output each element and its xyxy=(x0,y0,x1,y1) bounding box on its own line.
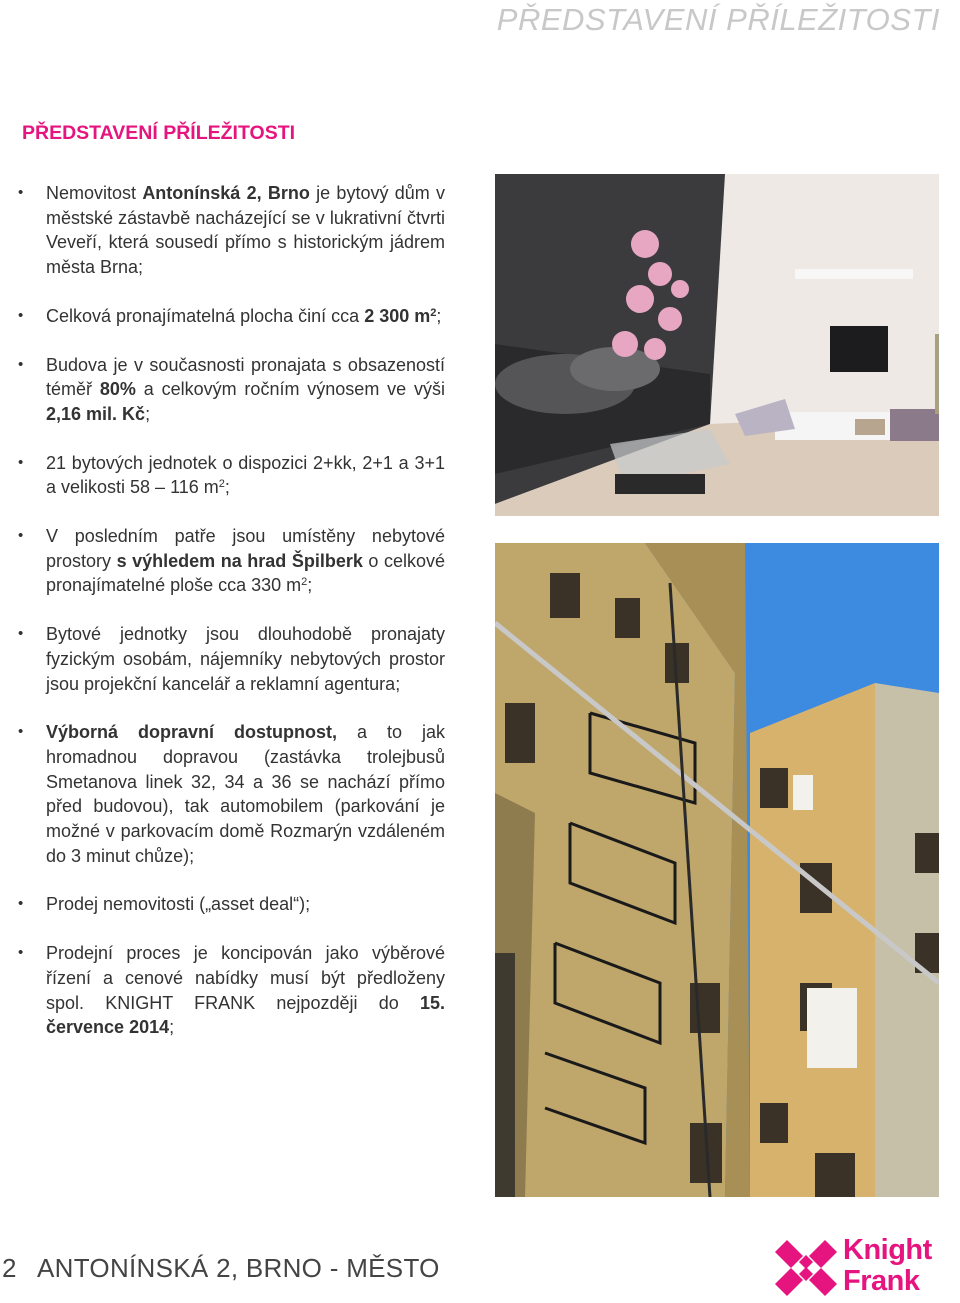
bullet-item xyxy=(18,524,445,598)
bullet-text: Budova je v současnosti pronajata s obsazeností téměř xyxy=(46,354,445,400)
bullet-item xyxy=(18,353,445,427)
logo-line-knight: Knight xyxy=(843,1234,932,1266)
bullet-text: ; xyxy=(169,1017,175,1038)
bullet-text: 21 bytových jednotek o dispozici 2+kk, 2+1 a 3+1 a velikosti 58 – 116 m xyxy=(46,452,445,498)
page-number: 2 xyxy=(2,1253,17,1283)
bullet-text-bold: Antonínská 2, Brno xyxy=(142,183,310,203)
bullet-text-bold: 2,16 mil. Kč xyxy=(46,403,146,424)
bullet-text: Nemovitost xyxy=(46,183,143,203)
bullet-text: a to jak hromadnou dopravou (zastávka trolejbusů Smetanova linek 32, 34 a 36 se nachází přímo před budovou), tak automobilem (parkování je možné v parkovacím domě Rozmarýn vzdáleném do 3 minut chůze); xyxy=(46,722,445,866)
bullet-text: Prodejní proces je koncipován jako výběrové řízení a cenové nabídky musí být předloženy spol. KNIGHT FRANK nejpozději do xyxy=(46,943,445,1013)
bullet-text: 2 xyxy=(218,478,225,491)
knight-frank-logo xyxy=(773,1234,943,1298)
bullet-text: ; xyxy=(436,305,442,326)
bullet-item xyxy=(18,941,445,1040)
footer-title: ANTONÍNSKÁ 2, BRNO - MĚSTO xyxy=(37,1253,440,1283)
bullet-item xyxy=(18,622,445,696)
courtyard-photo xyxy=(495,543,939,1197)
bullet-text: je bytový dům v městské zástavbě nacházející se v lukrativní čtvrti Veveří, která sousedí přímo s historickým jádrem města Brna; xyxy=(46,183,446,278)
bullet-text-bold: 2 300 m xyxy=(364,305,431,326)
section-title: PŘEDSTAVENÍ PŘÍLEŽITOSTI xyxy=(22,122,296,144)
bullet-list xyxy=(18,181,445,1040)
bullet-text: ; xyxy=(224,477,230,498)
logo-line-frank: Frank xyxy=(843,1265,920,1297)
bullet-item xyxy=(18,181,445,280)
bullet-text-bold: Výborná dopravní dostupnost, xyxy=(46,722,337,743)
bullet-text-bold: s výhledem na hrad Špilberk xyxy=(116,550,363,571)
logo-mark-icon xyxy=(773,1238,839,1298)
bullet-text: ; xyxy=(307,575,313,596)
bullet-item xyxy=(18,720,445,868)
bullet-text: Bytové jednotky jsou dlouhodobě pronajaty fyzickým osobám, nájemníky nebytových prostor jsou projekční kancelář a reklamní agentura; xyxy=(46,624,445,694)
bullet-text: a celkovým ročním výnosem ve výši xyxy=(135,379,446,400)
bullet-text-bold: 2 xyxy=(430,306,437,319)
bullet-text: Prodej nemovitosti („asset deal“); xyxy=(46,894,311,915)
logo-text xyxy=(843,1235,943,1297)
bullet-text: V posledním patře jsou umístěny nebytové prostory xyxy=(46,526,445,571)
bullet-text: Celková pronajímatelná plocha činí cca xyxy=(46,305,365,326)
bullet-text: ; xyxy=(145,403,151,424)
bullet-item xyxy=(18,304,445,329)
bullet-text-bold: 80% xyxy=(99,379,136,400)
bullet-item xyxy=(18,451,445,500)
interior-photo xyxy=(495,174,939,516)
bullet-text: 2 xyxy=(301,576,308,589)
running-header-title: PŘEDSTAVENÍ PŘÍLEŽITOSTI xyxy=(496,2,940,37)
bullet-item xyxy=(18,892,445,917)
bullet-text: o celkové pronajímatelné ploše cca 330 m xyxy=(46,550,445,596)
bullet-text-bold: 15. července 2014 xyxy=(46,992,445,1038)
